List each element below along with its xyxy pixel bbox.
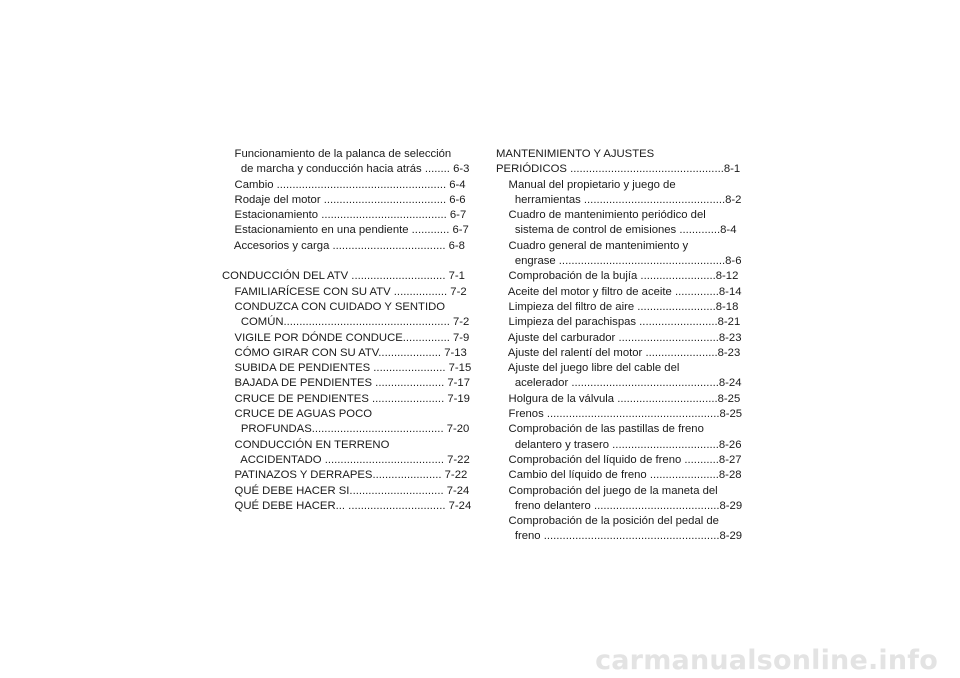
toc-entry: Cuadro de mantenimiento periódico del xyxy=(496,209,706,222)
toc-entry: CÓMO GIRAR CON SU ATV.................... 7-13 xyxy=(222,346,467,359)
toc-entry: Accesorios y carga .................................... 6-8 xyxy=(222,239,465,252)
toc-entry: CONDUCCIÓN DEL ATV .............................. 7-1 xyxy=(222,270,465,283)
toc-entry: MANTENIMIENTO Y AJUSTES xyxy=(496,148,655,160)
toc-entry: herramientas .............................................8-2 xyxy=(496,193,742,206)
toc-entry: Cambio del líquido de freno ......................8-28 xyxy=(496,469,742,482)
toc-entry: Manual del propietario y juego de xyxy=(496,178,676,191)
toc-entry: Comprobación del juego de la maneta del xyxy=(496,484,718,497)
toc-entry: engrase .....................................................8-6 xyxy=(496,255,742,268)
toc-entry: PROFUNDAS.......................................... 7-20 xyxy=(222,423,470,436)
toc-group-chapter-6 xyxy=(222,147,472,254)
toc-entry: Frenos .......................................................8-25 xyxy=(496,408,743,421)
toc-entry: Comprobación del líquido de freno ...........8-27 xyxy=(496,453,742,466)
toc-group-chapter-7 xyxy=(222,269,472,514)
toc-entry: QUÉ DEBE HACER... ............................... 7-24 xyxy=(222,499,472,512)
toc-entry: Funcionamiento de la palanca de selección xyxy=(222,148,452,160)
toc-entry: acelerador ...............................................8-24 xyxy=(496,377,742,390)
toc-entry: Ajuste del juego libre del cable del xyxy=(496,362,680,375)
toc-entry: CONDUZCA CON CUIDADO Y SENTIDO xyxy=(222,300,446,313)
toc-entry: Cuadro general de mantenimiento y xyxy=(496,239,689,252)
toc-entry: CONDUCCIÓN EN TERRENO xyxy=(222,438,390,451)
toc-entry: sistema de control de emisiones .............8-4 xyxy=(496,224,737,237)
toc-entry: Comprobación de la posición del pedal de xyxy=(496,515,719,528)
toc-entry: Comprobación de las pastillas de freno xyxy=(496,423,704,436)
toc-right-column xyxy=(496,147,746,545)
toc-entry: Comprobación de la bujía ........................8-12 xyxy=(496,270,739,283)
toc-entry: delantero y trasero ..................................8-26 xyxy=(496,438,742,451)
toc-entry: Estacionamiento ........................................ 6-7 xyxy=(222,209,467,222)
toc-entry: PATINAZOS Y DERRAPES...................... 7-22 xyxy=(222,469,468,482)
toc-entry: Limpieza del parachispas .........................8-21 xyxy=(496,316,741,329)
toc-entry: Aceite del motor y filtro de aceite ..............8-14 xyxy=(496,285,742,298)
toc-entry: Rodaje del motor ....................................... 6-6 xyxy=(222,193,466,206)
group-spacer xyxy=(222,254,472,269)
toc-entry: SUBIDA DE PENDIENTES ....................... 7-15 xyxy=(222,362,472,375)
toc-entry: Ajuste del carburador ................................8-23 xyxy=(496,331,742,344)
toc-entry: Cambio ...................................................... 6-4 xyxy=(222,178,466,191)
toc-entry: FAMILIARÍCESE CON SU ATV ................. 7-2 xyxy=(222,285,467,298)
toc-entry: CRUCE DE AGUAS POCO xyxy=(222,408,373,421)
toc-entry: QUÉ DEBE HACER SI.............................. 7-24 xyxy=(222,484,470,497)
toc-entry: Limpieza del filtro de aire .........................8-18 xyxy=(496,300,739,313)
toc-entry: Ajuste del ralentí del motor .......................8-23 xyxy=(496,346,741,359)
toc-entry: CRUCE DE PENDIENTES ....................... 7-19 xyxy=(222,392,470,405)
toc-entry: de marcha y conducción hacia atrás ........ 6-3 xyxy=(222,163,470,176)
toc-entry: PERIÓDICOS .................................................8-1 xyxy=(496,163,741,176)
toc-entry: Holgura de la válvula ................................8-25 xyxy=(496,392,741,405)
toc-entry: COMÚN..................................................... 7-2 xyxy=(222,316,470,329)
toc-entry: Estacionamiento en una pendiente ............ 6-7 xyxy=(222,224,469,237)
toc-left-column xyxy=(222,147,472,514)
toc-entry: freno delantero ........................................8-29 xyxy=(496,499,743,512)
toc-entry: freno ........................................................8-29 xyxy=(496,530,743,543)
toc-entry: BAJADA DE PENDIENTES ...................... 7-17 xyxy=(222,377,470,390)
toc-entry: ACCIDENTADO ...................................... 7-22 xyxy=(222,453,470,466)
watermark: carmanualsonline.info xyxy=(595,645,938,676)
toc-entry: VIGILE POR DÓNDE CONDUCE............... 7-9 xyxy=(222,331,470,344)
